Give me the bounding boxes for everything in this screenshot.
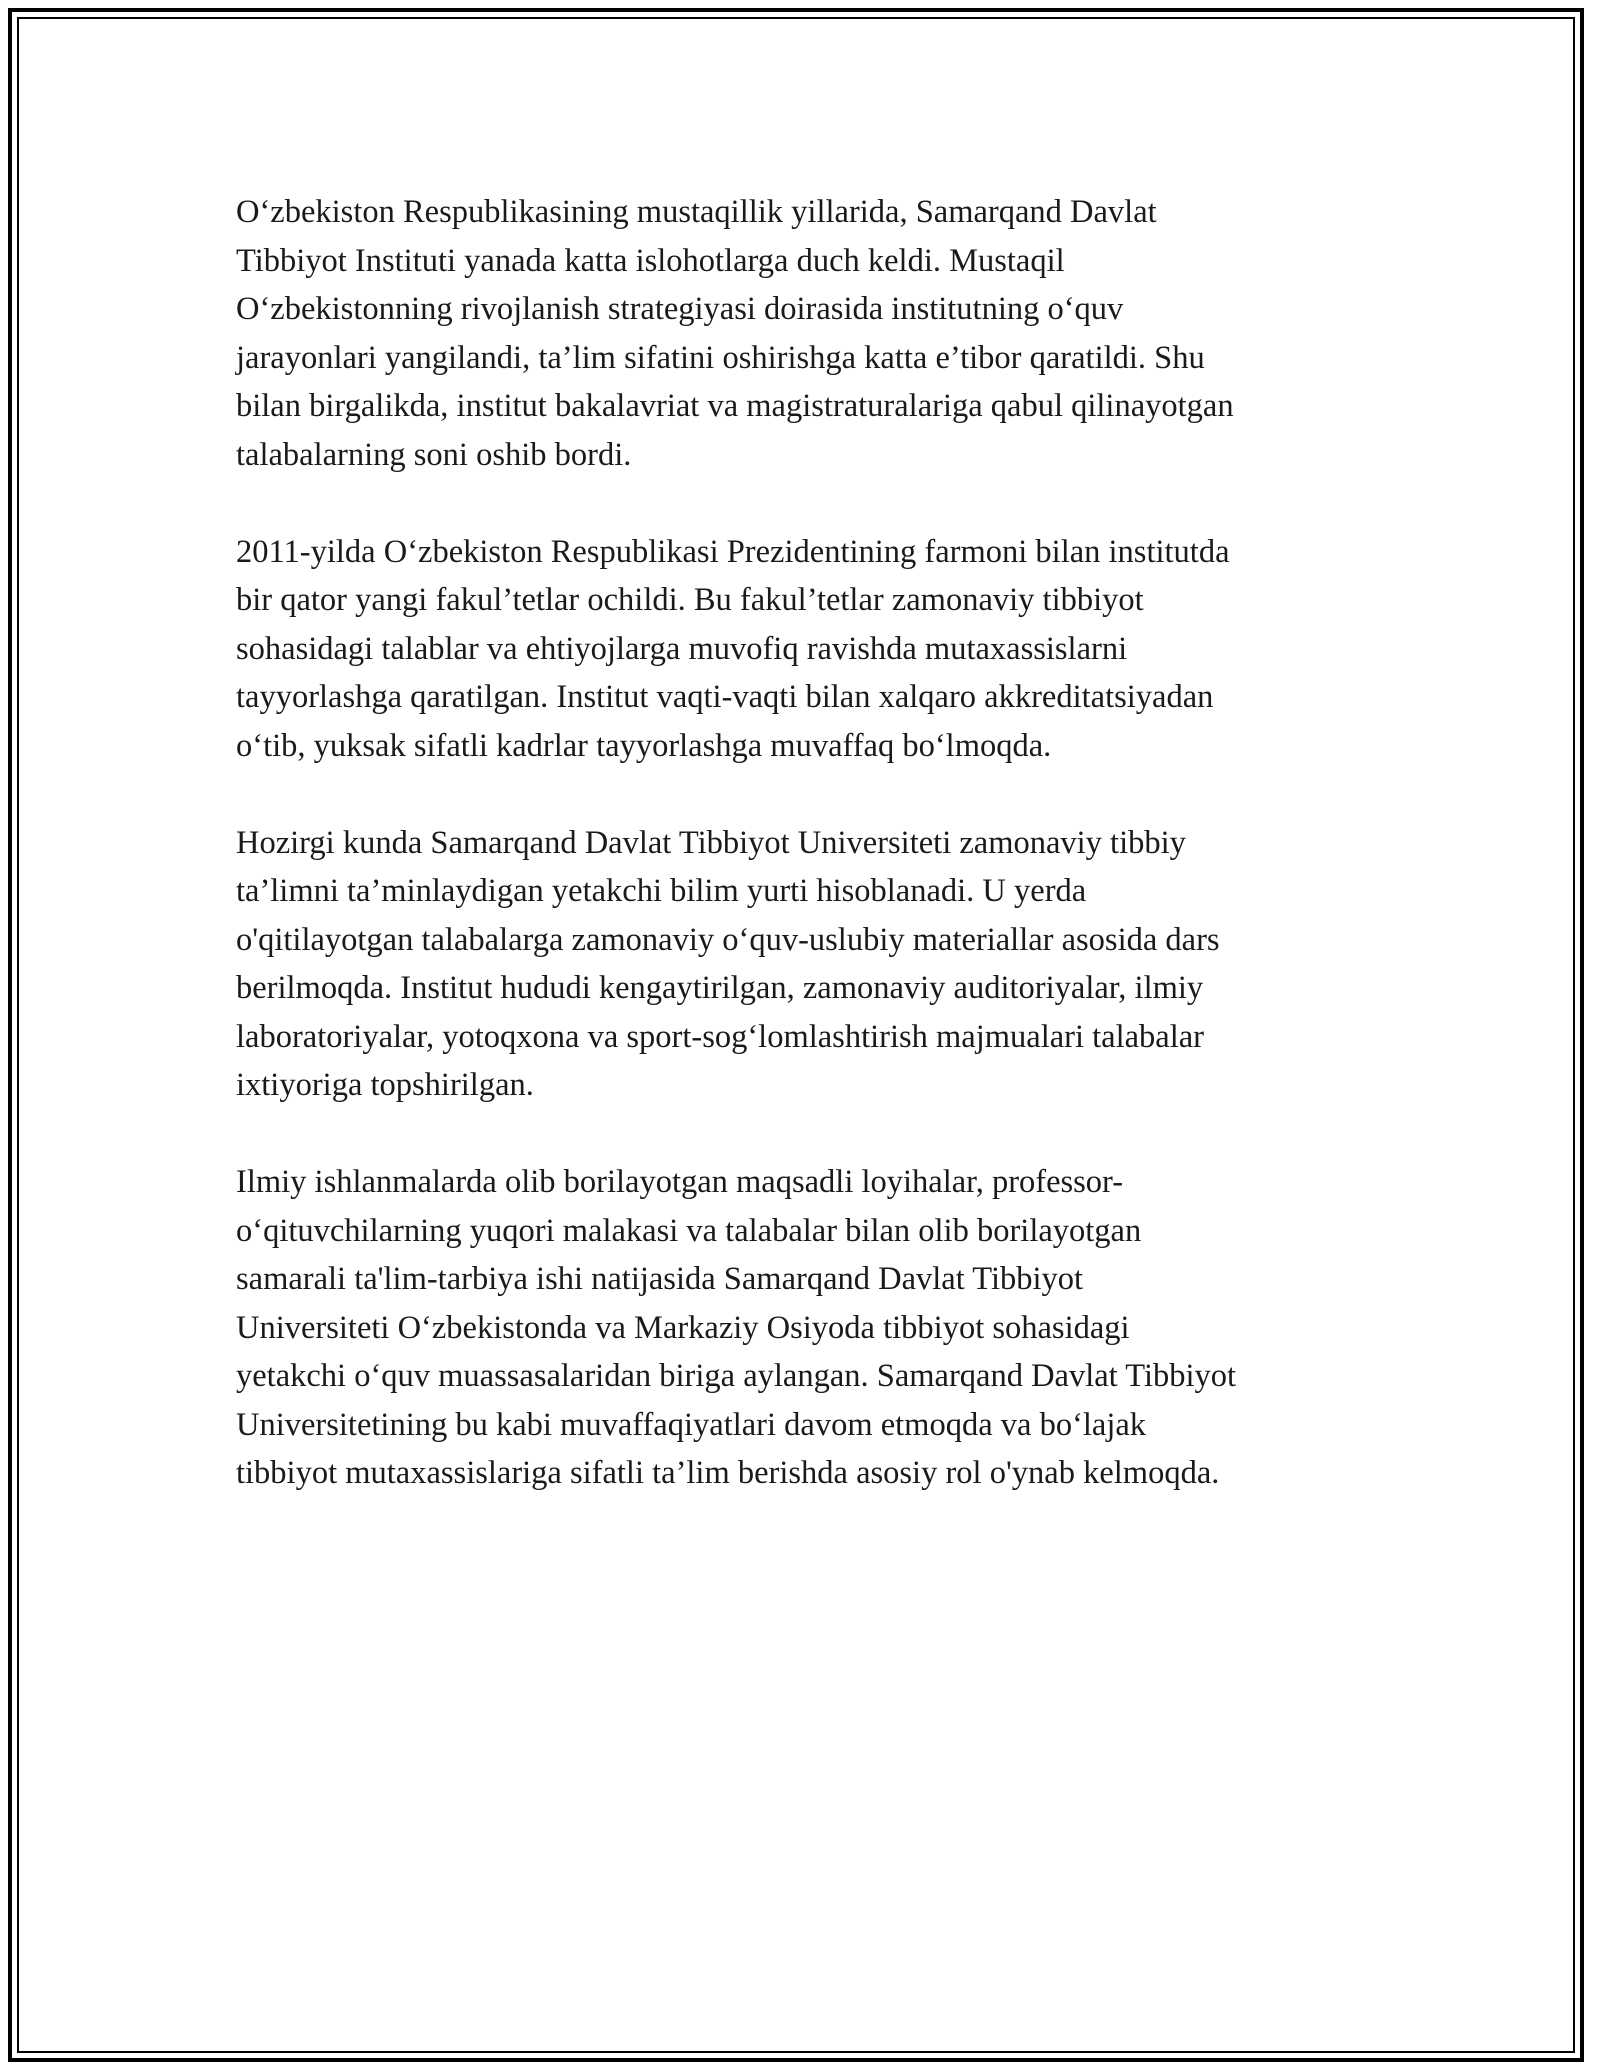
text-line: bir qator yangi fakul’tetlar ochildi. Bu fakul’tetlar zamonaviy tibbiyot: [236, 582, 1144, 618]
text-line: O‘zbekistonning rivojlanish strategiyasi doirasida institutning o‘quv: [236, 291, 1124, 327]
text-line: bilan birgalikda, institut bakalavriat va magistraturalariga qabul qilinayotgan: [236, 388, 1234, 424]
text-line: o'qitilayotgan talabalarga zamonaviy o‘quv-uslubiy materiallar asosida dars: [236, 921, 1220, 958]
text-line: 2011-yilda O‘zbekiston Respublikasi Prezidentining farmoni bilan institutda: [236, 533, 1230, 570]
text-line: tibbiyot mutaxassislariga sifatli ta’lim berishda asosiy rol o'ynab kelmoqda.: [236, 1455, 1220, 1491]
text-line: ixtiyoriga topshirilgan.: [236, 1067, 534, 1103]
text-line: berilmoqda. Institut hududi kengaytirilgan, zamonaviy auditoriyalar, ilmiy: [236, 970, 1204, 1006]
text-line: tayyorlashga qaratilgan. Institut vaqti-vaqti bilan xalqaro akkreditatsiyadan: [236, 679, 1214, 715]
text-line: sohasidagi talablar va ehtiyojlarga muvofiq ravishda mutaxassislarni: [236, 630, 1128, 667]
text-line: Tibbiyot Instituti yanada katta islohotlarga duch keldi. Mustaqil: [236, 242, 1065, 279]
paragraph-3: [236, 819, 1376, 1110]
text-line: o‘qituvchilarning yuqori malakasi va talabalar bilan olib borilayotgan: [236, 1212, 1142, 1249]
text-line: o‘tib, yuksak sifatli kadrlar tayyorlashga muvaffaq bo‘lmoqda.: [236, 727, 1052, 764]
text-line: talabalarning soni oshib bordi.: [236, 436, 632, 473]
text-line: Universitetining bu kabi muvaffaqiyatlari davom etmoqda va bo‘lajak: [236, 1406, 1147, 1443]
text-line: yetakchi o‘quv muassasalaridan biriga aylangan. Samarqand Davlat Tibbiyot: [236, 1358, 1237, 1394]
text-line: ta’limni ta’minlaydigan yetakchi bilim yurti hisoblanadi. U yerda: [236, 873, 1087, 909]
text-line: jarayonlari yangilandi, ta’lim sifatini oshirishga katta e’tibor qaratildi. Shu: [236, 339, 1205, 376]
paragraph-4: [236, 1158, 1376, 1498]
text-line: laboratoriyalar, yotoqxona va sport-sog‘lomlashtirish majmualari talabalar: [236, 1018, 1204, 1055]
text-line: Hozirgi kunda Samarqand Davlat Tibbiyot Universiteti zamonaviy tibbiy: [236, 824, 1186, 861]
paragraph-2: [236, 528, 1376, 771]
text-line: samarali ta'lim-tarbiya ishi natijasida Samarqand Davlat Tibbiyot: [236, 1261, 1084, 1297]
text-line: O‘zbekiston Respublikasining mustaqillik yillarida, Samarqand Davlat: [236, 194, 1157, 230]
text-line: Ilmiy ishlanmalarda olib borilayotgan maqsadli loyihalar, professor-: [236, 1164, 1124, 1200]
text-line: Universiteti O‘zbekistonda va Markaziy Osiyoda tibbiyot sohasidagi: [236, 1309, 1130, 1346]
paragraph-1: [236, 188, 1376, 479]
document-body: [236, 188, 1376, 1546]
